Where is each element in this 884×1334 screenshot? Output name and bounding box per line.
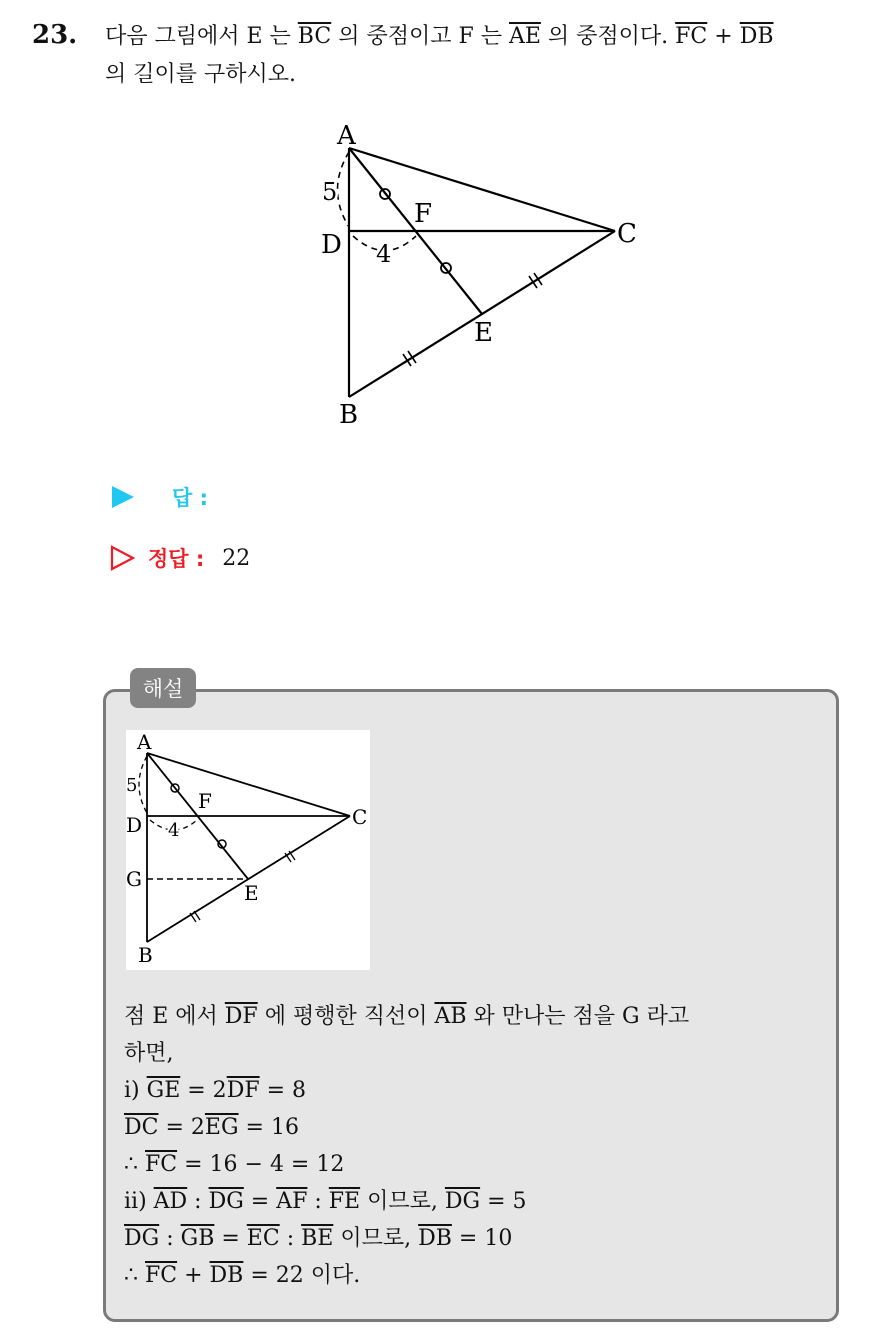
solution-step-3: ∴ $\overline{FC} = 16 - 4 = 12$ [124, 1152, 345, 1177]
answer-label: 답 : [172, 486, 208, 510]
solution-step-2: $\overline{DC} = 2\overline{EG} = 16$ [124, 1115, 299, 1140]
label-F: F [414, 199, 433, 229]
solution-intro-line-2: 하면, [124, 1041, 174, 1066]
solution-step-5: $\overline{DG}$ : $\overline{GB} = \overline{EC}$ : $\overline{BE}$ 이므로, $\overline{DB} = 10$ [124, 1226, 513, 1251]
label-C: C [352, 805, 368, 829]
solution-intro-line-1: 점 E 에서 $\overline{DF}$ 에 평행한 직선이 $\overline{AB}$ 와 만나는 점을 G 라고 [124, 1004, 690, 1029]
segment-AC [349, 148, 615, 231]
label-G: G [126, 867, 142, 891]
label-B: B [138, 943, 153, 967]
label-D: D [126, 813, 143, 837]
label-B: B [339, 400, 359, 430]
solution-text [124, 998, 832, 1294]
correct-answer-value: 22 [222, 545, 251, 571]
question-number: 23. [32, 20, 78, 50]
question-text [105, 18, 865, 94]
solution-figure [126, 730, 370, 970]
label-E: E [474, 318, 493, 348]
solution-step-4: ⅱ) $\overline{AD}$ : $\overline{DG} = \overline{AF}$ : $\overline{FE}$ 이므로, $\overline{DG} = 5$ [124, 1189, 527, 1214]
dimension-arc-AD [139, 756, 147, 813]
length-label-5: 5 [322, 178, 338, 206]
label-F: F [198, 789, 212, 813]
correct-answer-row [110, 543, 250, 573]
length-label-5: 5 [126, 775, 138, 796]
solution-step-1: ⅰ) $\overline{GE} = 2\overline{DF} = 8$ [124, 1078, 307, 1103]
label-A: A [137, 730, 152, 754]
question-line-2: 의 길이를 구하시오. [105, 62, 296, 87]
answer-row [110, 482, 208, 512]
play-triangle-icon [110, 484, 136, 510]
outline-triangle-icon [110, 545, 136, 571]
triangle-figure [300, 110, 660, 440]
label-E: E [244, 881, 259, 905]
label-A: A [337, 121, 356, 151]
tick-mark [529, 276, 537, 288]
label-D: D [321, 230, 342, 260]
tick-mark [194, 911, 200, 920]
dimension-arc-AD [338, 152, 350, 227]
correct-answer-label: 정답 : [148, 547, 205, 571]
label-C: C [617, 219, 637, 249]
tick-mark [534, 273, 542, 285]
solution-step-6: ∴ $\overline{FC} + \overline{DB} = 22$ 이다. [124, 1263, 361, 1288]
length-label-4: 4 [376, 240, 392, 268]
question-line-1: 다음 그림에서 E 는 $\overline{BC}$ 의 중점이고 F 는 $\overline{AE}$ 의 중점이다. $\overline{FC} + \overline{DB}$ [105, 24, 774, 49]
solution-tag: 해설 [130, 668, 196, 708]
length-label-4: 4 [168, 820, 180, 841]
